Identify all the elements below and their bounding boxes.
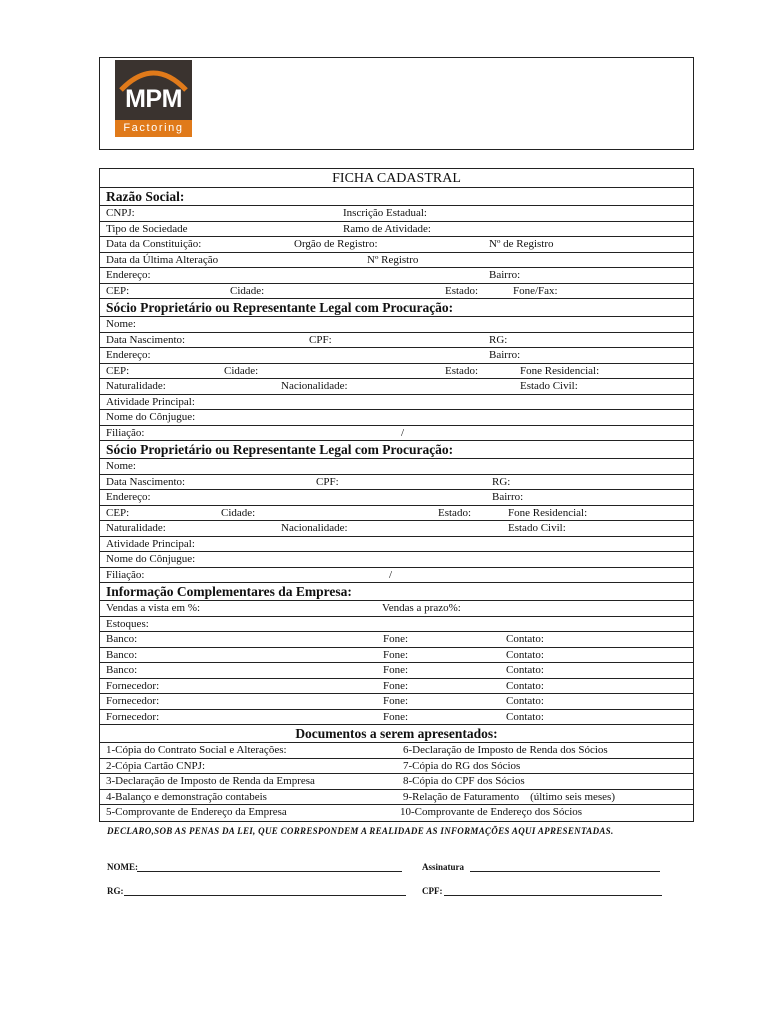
section-heading-company: Razão Social:: [100, 188, 693, 206]
field-cnpj[interactable]: CNPJ:: [106, 207, 135, 219]
document-item: 8-Cópia do CPF dos Sócios: [403, 775, 525, 787]
document-item: 5-Comprovante de Endereço da Empresa: [106, 806, 287, 818]
name-input-line[interactable]: [137, 871, 402, 872]
field-endereco[interactable]: Endereço:: [106, 349, 151, 361]
form-row: [100, 410, 693, 426]
form-row: [100, 759, 693, 775]
form-row: [100, 617, 693, 633]
field-nacionalidade[interactable]: Nacionalidade:: [281, 522, 348, 534]
field-cep[interactable]: CEP:: [106, 506, 130, 519]
form-row: [100, 475, 693, 491]
form-row: [100, 790, 693, 806]
form-row: [100, 237, 693, 253]
field-atividade-principal[interactable]: Atividade Principal:: [106, 395, 195, 408]
field-banco[interactable]: Banco:: [106, 633, 138, 645]
form-row: [100, 521, 693, 537]
section-heading-partner-2: Sócio Proprietário ou Representante Legal com Procuração:: [100, 441, 693, 459]
field-fone-residencial[interactable]: Fone Residencial:: [520, 364, 600, 377]
header-box: [99, 57, 694, 150]
form-row: [100, 490, 693, 506]
form-row: [100, 710, 693, 726]
field-fone[interactable]: Fone:: [383, 664, 409, 676]
field-estado[interactable]: Estado:: [445, 364, 478, 377]
field-contato[interactable]: Contato:: [506, 664, 544, 676]
document-item: 6-Declaração de Imposto de Renda dos Sócios: [403, 744, 608, 756]
field-cidade[interactable]: Cidade:: [230, 284, 265, 297]
document-item: 4-Balanço e demonstração contabeis: [106, 790, 267, 803]
form-row: [100, 333, 693, 349]
field-bairro[interactable]: Bairro:: [489, 349, 521, 361]
form-row: [100, 743, 693, 759]
field-data-nascimento[interactable]: Data Nascimento:: [106, 333, 186, 346]
document-item: 7-Cópia do RG dos Sócios: [403, 759, 521, 772]
rg-input-line[interactable]: [124, 895, 406, 896]
field-filiacao[interactable]: Filiação:: [106, 426, 145, 439]
field-banco[interactable]: Banco:: [106, 648, 138, 661]
form-row: [100, 253, 693, 269]
form-row: [100, 284, 693, 300]
field-vendas-prazo[interactable]: Vendas a prazo%:: [382, 602, 461, 614]
field-naturalidade[interactable]: Naturalidade:: [106, 380, 166, 392]
form-row: [100, 601, 693, 617]
field-estado-civil[interactable]: Estado Civil:: [520, 380, 578, 392]
field-contato[interactable]: Contato:: [506, 648, 544, 661]
form-row: [100, 364, 693, 380]
field-estoques[interactable]: Estoques:: [106, 617, 149, 630]
field-endereco[interactable]: Endereço:: [106, 491, 151, 503]
logo-brand: MPM: [125, 85, 182, 113]
field-estado[interactable]: Estado:: [445, 284, 478, 297]
document-item: 2-Cópia Cartão CNPJ:: [106, 759, 205, 772]
form-row: [100, 552, 693, 568]
form-row: [100, 774, 693, 790]
field-fornecedor[interactable]: Fornecedor:: [106, 710, 160, 723]
form-row: [100, 663, 693, 679]
mpm-factoring-logo: [115, 60, 192, 137]
rg-label: RG:: [107, 886, 124, 896]
field-endereco[interactable]: Endereço:: [106, 269, 151, 281]
form-row: [100, 268, 693, 284]
field-nacionalidade[interactable]: Nacionalidade:: [281, 380, 348, 392]
field-filiacao[interactable]: Filiação:: [106, 568, 145, 581]
field-nome-conjugue[interactable]: Nome do Cônjugue:: [106, 411, 196, 423]
field-nome-conjugue[interactable]: Nome do Cônjugue:: [106, 553, 196, 565]
field-naturalidade[interactable]: Naturalidade:: [106, 522, 166, 534]
field-cpf[interactable]: CPF:: [316, 475, 339, 488]
field-bairro[interactable]: Bairro:: [492, 491, 524, 503]
field-rg[interactable]: RG:: [492, 475, 511, 488]
form-row: [100, 348, 693, 364]
field-rg[interactable]: RG:: [489, 333, 508, 346]
document-item: 10-Comprovante de Endereço dos Sócios: [400, 806, 583, 818]
form-row: [100, 805, 693, 821]
form-row: [100, 222, 693, 238]
field-cep[interactable]: CEP:: [106, 284, 130, 297]
section-heading-partner-1: Sócio Proprietário ou Representante Legal com Procuração:: [100, 299, 693, 317]
signature-name-label: NOME:: [107, 862, 138, 872]
field-ramo-atividade[interactable]: Ramo de Atividade:: [343, 222, 431, 235]
field-fone[interactable]: Fone:: [383, 679, 409, 692]
field-orgao-registro[interactable]: Orgão de Registro:: [294, 238, 378, 250]
section-heading-documents: Documentos a serem apresentados:: [100, 725, 693, 743]
field-fornecedor[interactable]: Fornecedor:: [106, 695, 160, 707]
field-estado[interactable]: Estado:: [438, 506, 471, 519]
field-contato[interactable]: Contato:: [506, 679, 544, 692]
field-tipo-sociedade[interactable]: Tipo de Sociedade: [106, 222, 188, 235]
form-row: [100, 694, 693, 710]
field-banco[interactable]: Banco:: [106, 664, 138, 676]
field-cpf[interactable]: CPF:: [309, 333, 332, 346]
form-row: [100, 317, 693, 333]
field-fone[interactable]: Fone:: [383, 648, 409, 661]
logo-subtitle: Factoring: [115, 120, 192, 137]
form-row: [100, 459, 693, 475]
form-row: [100, 568, 693, 584]
field-contato[interactable]: Contato:: [506, 710, 544, 723]
field-nome[interactable]: Nome:: [106, 318, 136, 330]
field-contato[interactable]: Contato:: [506, 633, 544, 645]
field-fornecedor[interactable]: Fornecedor:: [106, 679, 160, 692]
field-cidade[interactable]: Cidade:: [224, 364, 259, 377]
form-row: [100, 506, 693, 522]
cpf-label: CPF:: [422, 886, 443, 896]
field-contato[interactable]: Contato:: [506, 695, 544, 707]
field-cep[interactable]: CEP:: [106, 364, 130, 377]
field-fone-residencial[interactable]: Fone Residencial:: [508, 506, 588, 519]
field-estado-civil[interactable]: Estado Civil:: [508, 522, 566, 534]
filiacao-separator: /: [389, 568, 393, 581]
registration-form: [99, 168, 694, 822]
form-row: [100, 648, 693, 664]
signature-label: Assinatura: [422, 862, 465, 872]
form-row: [100, 379, 693, 395]
form-row: [100, 395, 693, 411]
filiacao-separator: /: [401, 426, 405, 439]
field-vendas-vista[interactable]: Vendas a vista em %:: [106, 602, 201, 614]
cpf-input-line[interactable]: [444, 895, 662, 896]
document-item: 9-Relação de Faturamento (último seis meses): [403, 790, 615, 803]
field-cidade[interactable]: Cidade:: [221, 506, 256, 519]
form-row: [100, 632, 693, 648]
field-data-ultima-alteracao[interactable]: Data da Última Alteração: [106, 253, 219, 266]
field-fone[interactable]: Fone:: [383, 633, 409, 645]
field-fone[interactable]: Fone:: [383, 710, 409, 723]
field-bairro[interactable]: Bairro:: [489, 269, 521, 281]
document-item: 1-Cópia do Contrato Social e Alterações:: [106, 744, 287, 756]
signature-input-line[interactable]: [470, 871, 660, 872]
field-n-registro[interactable]: Nº de Registro: [489, 238, 554, 250]
declaration-text: DECLARO,SOB AS PENAS DA LEI, QUE CORRESPONDEM A REALIDADE AS INFORMAÇÕES AQUI APRESENTADAS.: [107, 826, 614, 836]
field-inscricao-estadual[interactable]: Inscrição Estadual:: [343, 207, 427, 219]
field-data-nascimento[interactable]: Data Nascimento:: [106, 475, 186, 488]
field-fone[interactable]: Fone:: [383, 695, 409, 707]
field-n-registro-alteracao[interactable]: Nº Registro: [367, 253, 419, 266]
form-row: [100, 206, 693, 222]
field-fone-fax[interactable]: Fone/Fax:: [513, 284, 558, 297]
form-row: [100, 537, 693, 553]
field-nome[interactable]: Nome:: [106, 460, 136, 472]
document-item: 3-Declaração de Imposto de Renda da Empresa: [106, 775, 315, 787]
form-row: [100, 426, 693, 442]
field-data-constituicao[interactable]: Data da Constituição:: [106, 238, 202, 250]
field-atividade-principal[interactable]: Atividade Principal:: [106, 537, 195, 550]
form-row: [100, 679, 693, 695]
section-heading-complementary: Informação Complementares da Empresa:: [100, 583, 693, 601]
form-title: FICHA CADASTRAL: [100, 169, 693, 188]
